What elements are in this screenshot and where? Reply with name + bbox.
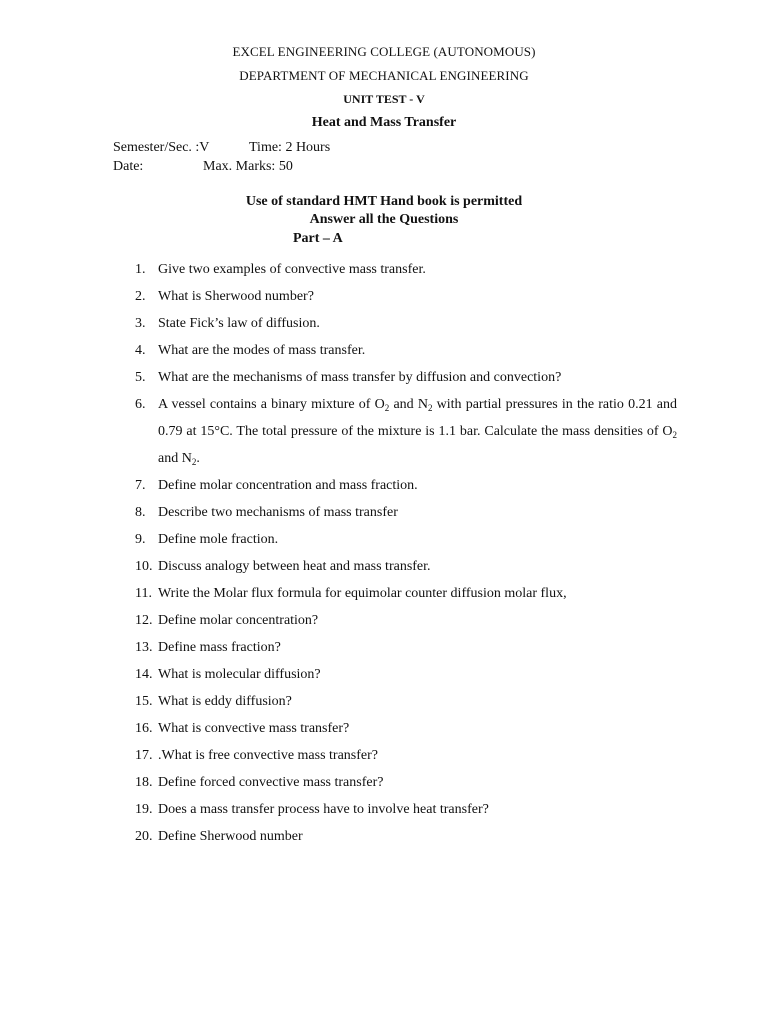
question-item: [135, 823, 677, 850]
max-marks-label: Max. Marks: 50: [203, 159, 293, 174]
question-item: [135, 769, 677, 796]
question-item: [135, 715, 677, 742]
question-number: 13.: [135, 640, 153, 655]
test-title: UNIT TEST - V: [343, 92, 425, 106]
question-item: [135, 526, 677, 553]
question-text: Define mass fraction?: [158, 640, 281, 655]
question-item: [135, 499, 677, 526]
question-number: 2.: [135, 289, 146, 304]
question-number: 6.: [135, 397, 146, 412]
question-text: A vessel contains a binary mixture of $O_2$ and $N_2$ with partial pressures in the ratio 0.21 and 0.79 at 15°C. The total pressure of the mixture is 1.1 bar. Calculate the mass densities of $O_2$ and $N_2$.: [158, 397, 677, 467]
question-text: Does a mass transfer process have to involve heat transfer?: [158, 802, 489, 817]
question-text: Write the Molar flux formula for equimolar counter diffusion molar flux,: [158, 586, 567, 601]
question-item: [135, 634, 677, 661]
question-text: What are the mechanisms of mass transfer by diffusion and convection?: [158, 370, 562, 385]
question-text: Define molar concentration and mass fraction.: [158, 478, 418, 493]
college-name: EXCEL ENGINEERING COLLEGE (AUTONOMOUS): [232, 44, 536, 59]
question-text: .What is free convective mass transfer?: [158, 748, 379, 763]
question-item: [135, 796, 677, 823]
question-item: [135, 283, 677, 310]
question-number: 3.: [135, 316, 146, 331]
question-number: 9.: [135, 532, 146, 547]
semester-label: Semester/Sec. :V: [113, 140, 210, 155]
question-item: [135, 364, 677, 391]
question-number: 19.: [135, 802, 153, 817]
question-text: Define molar concentration?: [158, 613, 319, 628]
question-text: Define mole fraction.: [158, 532, 279, 547]
question-number: 10.: [135, 559, 153, 574]
question-number: 12.: [135, 613, 153, 628]
answer-instruction: Answer all the Questions: [309, 212, 459, 227]
question-number: 7.: [135, 478, 146, 493]
question-number: 4.: [135, 343, 146, 358]
question-number: 8.: [135, 505, 146, 520]
question-text: What is eddy diffusion?: [158, 694, 292, 709]
question-text: Describe two mechanisms of mass transfer: [158, 505, 398, 520]
question-item: [135, 688, 677, 715]
question-text: Define Sherwood number: [158, 829, 303, 844]
question-item: [135, 580, 677, 607]
question-item: [135, 742, 677, 769]
question-text: State Fick’s law of diffusion.: [158, 316, 320, 331]
question-number: 1.: [135, 262, 146, 277]
question-text: Discuss analogy between heat and mass transfer.: [158, 559, 431, 574]
question-item: [135, 256, 677, 283]
question-item: [135, 553, 677, 580]
part-a-heading: Part – A: [293, 231, 343, 246]
question-number: 11.: [135, 586, 152, 601]
question-list: [135, 256, 677, 850]
subject-title: Heat and Mass Transfer: [311, 115, 457, 130]
department-name: DEPARTMENT OF MECHANICAL ENGINEERING: [239, 68, 529, 83]
question-number: 5.: [135, 370, 146, 385]
question-number: 20.: [135, 829, 153, 844]
question-text: Give two examples of convective mass transfer.: [158, 262, 426, 277]
question-item: [135, 472, 677, 499]
question-item: [135, 391, 677, 472]
question-text: What are the modes of mass transfer.: [158, 343, 366, 358]
date-label: Date:: [113, 159, 144, 174]
question-number: 15.: [135, 694, 153, 709]
question-text: What is Sherwood number?: [158, 289, 314, 304]
question-item: [135, 607, 677, 634]
question-number: 18.: [135, 775, 153, 790]
question-text: What is molecular diffusion?: [158, 667, 321, 682]
question-item: [135, 310, 677, 337]
question-number: 14.: [135, 667, 153, 682]
question-number: 16.: [135, 721, 153, 736]
question-text: Define forced convective mass transfer?: [158, 775, 384, 790]
handbook-instruction: Use of standard HMT Hand book is permitted: [245, 194, 523, 209]
question-number: 17.: [135, 748, 153, 763]
question-item: [135, 337, 677, 364]
question-text: What is convective mass transfer?: [158, 721, 350, 736]
time-label: Time: 2 Hours: [249, 140, 331, 155]
question-item: [135, 661, 677, 688]
